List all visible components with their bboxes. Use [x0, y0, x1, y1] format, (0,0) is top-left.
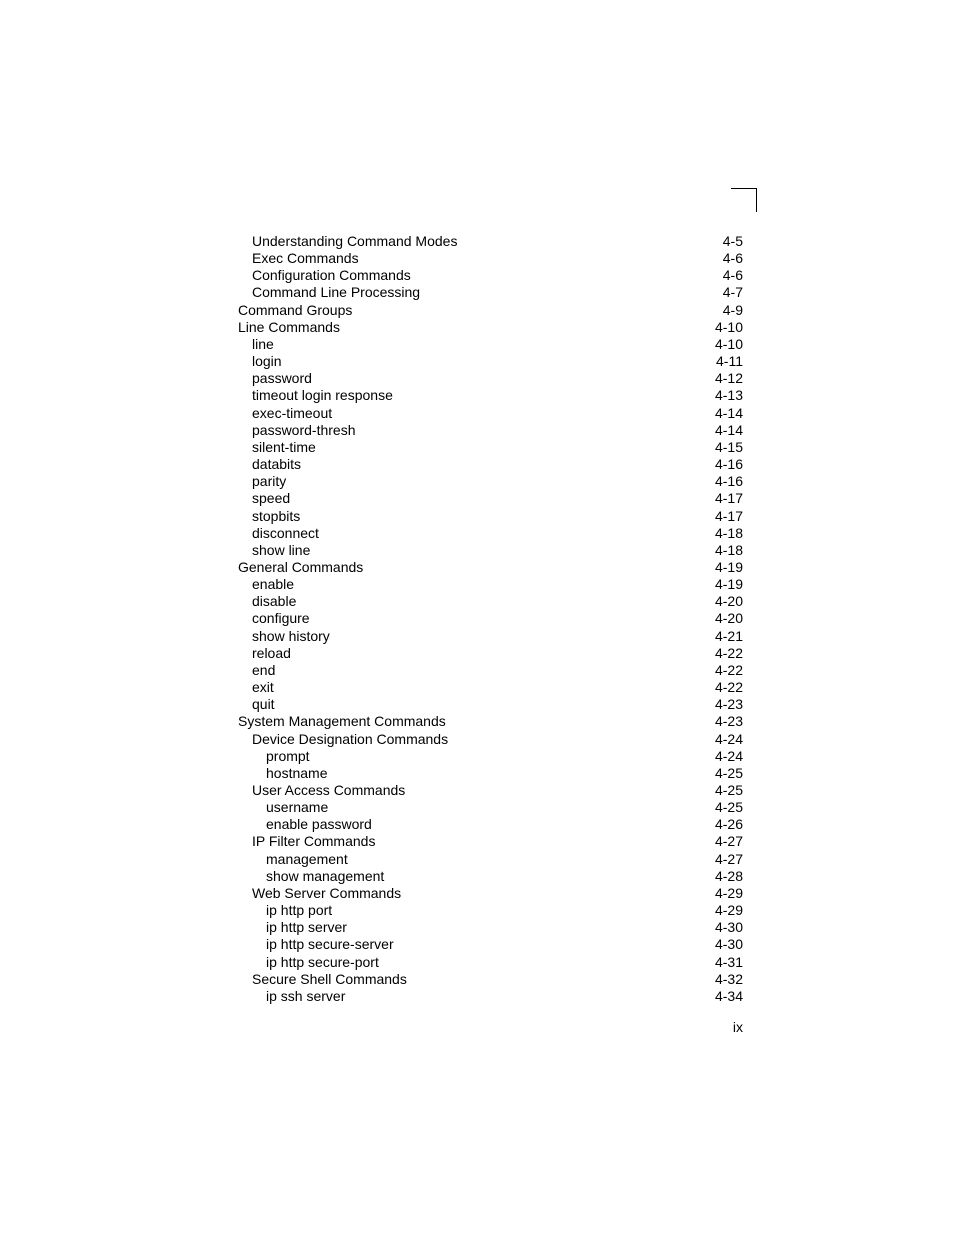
toc-entry-title: management — [266, 850, 348, 867]
toc-entry-page: 4-22 — [714, 661, 743, 678]
toc-entry[interactable] — [238, 508, 743, 525]
toc-entry-title: Understanding Command Modes — [252, 233, 458, 249]
toc-entry-title: ip ssh server — [266, 987, 346, 1004]
toc-entry-page: 4-10 — [714, 335, 743, 352]
toc-entry[interactable] — [238, 731, 743, 748]
toc-entry-page: 4-30 — [714, 936, 743, 953]
toc-entry[interactable] — [238, 971, 743, 988]
toc-entry-title: System Management Commands — [238, 713, 446, 730]
toc-entry-page: 4-18 — [714, 524, 743, 541]
toc-entry[interactable] — [238, 267, 743, 284]
toc-entry[interactable] — [238, 593, 743, 610]
toc-entry-title: Web Server Commands — [252, 884, 402, 901]
toc-entry-page: 4-28 — [714, 867, 743, 884]
toc-entry-title: timeout login response — [252, 387, 393, 404]
toc-entry-title: silent-time — [252, 438, 316, 455]
toc-entry[interactable] — [238, 645, 743, 662]
toc-entry-title: show history — [252, 627, 330, 644]
toc-entry[interactable] — [238, 782, 743, 799]
toc-entry-title: disable — [252, 593, 297, 610]
toc-entry-page: 4-32 — [714, 970, 743, 987]
toc-entry[interactable] — [238, 902, 743, 919]
toc-entry-title: Line Commands — [238, 318, 340, 335]
toc-entry-page: 4-21 — [714, 627, 743, 644]
toc-entry-page: 4-20 — [714, 593, 743, 610]
toc-entry[interactable] — [238, 713, 743, 730]
toc-entry-title: enable password — [266, 816, 372, 833]
toc-entry[interactable] — [238, 559, 743, 576]
toc-entry[interactable] — [238, 628, 743, 645]
toc-entry-page: 4-16 — [714, 456, 743, 473]
toc-entry[interactable] — [238, 919, 743, 936]
toc-entry[interactable] — [238, 542, 743, 559]
toc-entry-page: 4-19 — [714, 576, 743, 593]
toc-entry-title: speed — [252, 490, 291, 507]
toc-entry-title: Command Line Processing — [252, 284, 421, 301]
crop-mark-horizontal — [731, 188, 757, 189]
toc-entry-title: login — [252, 353, 282, 370]
toc-entry-page: 4-16 — [714, 473, 743, 490]
toc-entry-page: 4-26 — [714, 816, 743, 833]
toc-entry-page: 4-14 — [714, 421, 743, 438]
toc-entry-title: stopbits — [252, 507, 301, 524]
toc-entry-page: 4-27 — [714, 850, 743, 867]
toc-entry-page: 4-29 — [714, 884, 743, 901]
toc-entry-page: 4-24 — [714, 730, 743, 747]
toc-entry[interactable] — [238, 353, 743, 370]
toc-entry-page: 4-24 — [714, 747, 743, 764]
toc-entry-page: 4-29 — [714, 902, 743, 919]
toc-entry-title: parity — [252, 473, 287, 490]
toc-entry[interactable] — [238, 422, 743, 439]
toc-entry-title: ip http secure-port — [266, 953, 379, 970]
toc-entry-title: show management — [266, 867, 385, 884]
toc-entry[interactable] — [238, 456, 743, 473]
toc-entry[interactable] — [238, 473, 743, 490]
toc-entry-page: 4-25 — [714, 799, 743, 816]
toc-entry-page: 4-11 — [716, 353, 743, 370]
toc-entry-page: 4-20 — [714, 610, 743, 627]
toc-entry-title: General Commands — [238, 558, 364, 575]
toc-entry-title: Device Designation Commands — [252, 730, 449, 747]
toc-entry[interactable] — [238, 885, 743, 902]
toc-entry-title: exit — [252, 679, 274, 696]
toc-entry[interactable] — [238, 748, 743, 765]
toc-entry[interactable] — [238, 816, 743, 833]
toc-entry-title: username — [266, 799, 329, 816]
toc-entry[interactable] — [238, 370, 743, 387]
toc-entry-title: Exec Commands — [252, 250, 359, 267]
toc-entry[interactable] — [238, 336, 743, 353]
toc-entry-title: exec-timeout — [252, 404, 333, 421]
toc-entry[interactable] — [238, 284, 743, 301]
toc-entry-page: 4-14 — [714, 404, 743, 421]
toc-entry-title: ip http server — [266, 919, 347, 936]
toc-entry-title: ip http port — [266, 902, 333, 919]
toc-entry-page: 4-13 — [714, 387, 743, 404]
toc-entry-page: 4-5 — [722, 233, 743, 249]
toc-entry[interactable] — [238, 679, 743, 696]
toc-entry-page: 4-25 — [714, 764, 743, 781]
toc-entry[interactable] — [238, 302, 743, 319]
toc-entry-page: 4-17 — [714, 507, 743, 524]
toc-entry-page: 4-23 — [714, 696, 743, 713]
toc-entry-title: prompt — [266, 747, 310, 764]
toc-entry-title: Command Groups — [238, 301, 353, 318]
toc-entry[interactable] — [238, 988, 743, 1005]
toc-entry[interactable] — [238, 233, 743, 250]
toc-entry[interactable] — [238, 319, 743, 336]
toc-entry-title: password-thresh — [252, 421, 356, 438]
toc-entry[interactable] — [238, 662, 743, 679]
toc-entry-page: 4-18 — [714, 541, 743, 558]
toc-entry-page: 4-23 — [714, 713, 743, 730]
toc-entry-title: line — [252, 335, 274, 352]
toc-entry[interactable] — [238, 490, 743, 507]
toc-entry-page: 4-19 — [714, 558, 743, 575]
toc-entry-page: 4-7 — [722, 284, 743, 301]
toc-entry-title: quit — [252, 696, 275, 713]
toc-entry[interactable] — [238, 439, 743, 456]
toc-entry-title: IP Filter Commands — [252, 833, 376, 850]
toc-entry-page: 4-34 — [714, 987, 743, 1004]
toc-entry[interactable] — [238, 868, 743, 885]
toc-entry-title: enable — [252, 576, 295, 593]
toc-entry[interactable] — [238, 799, 743, 816]
toc-entry-title: end — [252, 661, 276, 678]
toc-entry-page: 4-17 — [714, 490, 743, 507]
toc-entry-title: show line — [252, 541, 311, 558]
toc-entry-title: databits — [252, 456, 302, 473]
toc-entry-page: 4-25 — [714, 782, 743, 798]
toc-entry-title: password — [252, 370, 312, 387]
toc-entry-title: User Access Commands — [252, 782, 406, 798]
toc-entry-title: reload — [252, 644, 291, 661]
toc-entry-page: 4-12 — [714, 370, 743, 387]
toc-entry[interactable] — [238, 250, 743, 267]
toc-entry[interactable] — [238, 936, 743, 953]
toc-entry-page: 4-9 — [722, 301, 743, 318]
toc-entry-title: hostname — [266, 764, 328, 781]
crop-mark-vertical — [756, 188, 757, 212]
toc-entry-title: ip http secure-server — [266, 936, 394, 953]
toc-entry-page: 4-30 — [714, 919, 743, 936]
toc-entry[interactable] — [238, 525, 743, 542]
toc-entry-page: 4-31 — [714, 953, 743, 970]
toc-entry[interactable] — [238, 696, 743, 713]
toc-entry[interactable] — [238, 405, 743, 422]
toc-entry-page: 4-6 — [722, 250, 743, 267]
page-number: ix — [732, 1019, 743, 1035]
toc-entry-title: configure — [252, 610, 310, 627]
toc-entry-page: 4-22 — [714, 644, 743, 661]
toc-entry-page: 4-10 — [714, 318, 743, 335]
table-of-contents — [238, 233, 743, 1005]
toc-entry-page: 4-15 — [714, 438, 743, 455]
toc-entry[interactable] — [238, 576, 743, 593]
toc-entry[interactable] — [238, 387, 743, 404]
toc-entry-page: 4-27 — [714, 833, 743, 850]
toc-entry[interactable] — [238, 851, 743, 868]
toc-entry-page: 4-22 — [714, 679, 743, 696]
toc-entry[interactable] — [238, 610, 743, 627]
toc-entry-title: Configuration Commands — [252, 267, 411, 284]
toc-entry-title: Secure Shell Commands — [252, 970, 407, 987]
toc-entry[interactable] — [238, 954, 743, 971]
toc-entry-title: disconnect — [252, 524, 319, 541]
toc-entry[interactable] — [238, 833, 743, 850]
toc-entry[interactable] — [238, 765, 743, 782]
toc-entry-page: 4-6 — [722, 267, 743, 284]
